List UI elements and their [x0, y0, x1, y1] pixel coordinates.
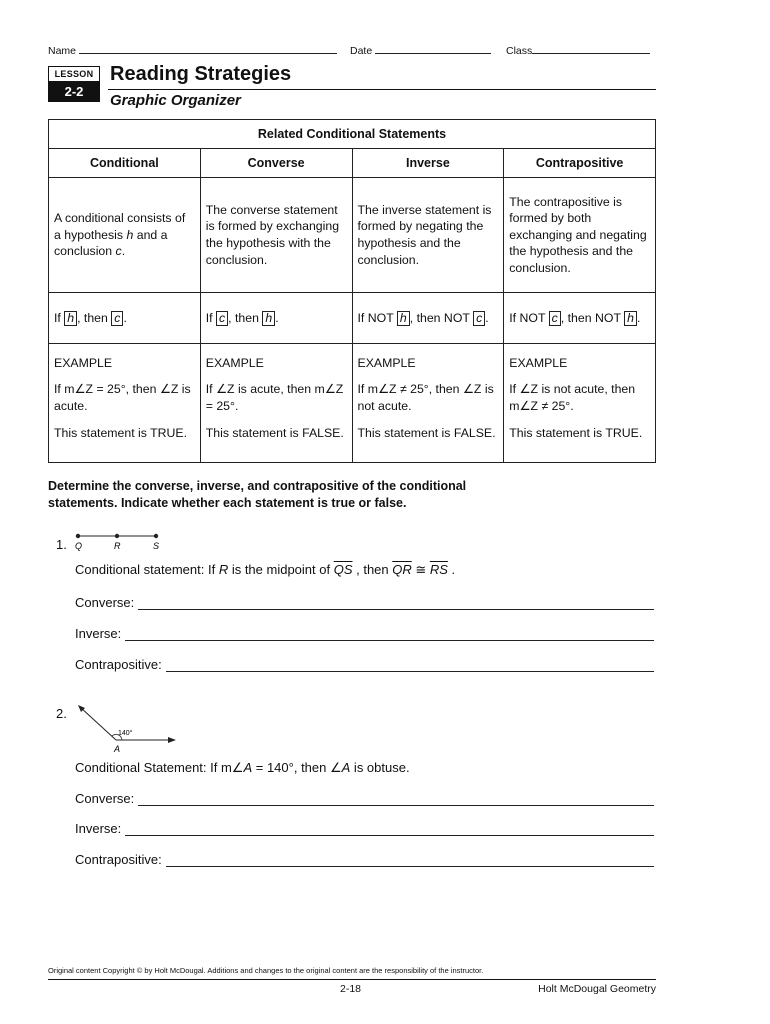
inverse-label: Inverse:	[75, 626, 122, 641]
form-text: If NOT	[509, 310, 549, 325]
example-label: EXAMPLE	[205, 355, 264, 370]
form-contrapositive	[504, 293, 656, 344]
date-blank[interactable]	[375, 43, 491, 54]
form-text: , then NOT	[560, 310, 625, 325]
box-c: c	[216, 311, 228, 326]
var-c: c	[115, 244, 122, 259]
var-r: R	[218, 562, 229, 577]
point-r	[115, 534, 119, 538]
answer-line[interactable]	[125, 823, 654, 836]
name-field[interactable]	[48, 43, 337, 57]
form-text: , then	[228, 310, 263, 325]
col-header-contrapositive: Contrapositive	[504, 149, 656, 178]
form-text: If	[205, 310, 216, 325]
stmt-text: Conditional statement: If	[75, 562, 219, 577]
col-header-inverse: Inverse	[352, 149, 504, 178]
example-statement: If ∠Z is not acute, then m∠Z ≠ 25°.	[509, 382, 636, 413]
answer-line[interactable]	[125, 628, 654, 641]
box-c: c	[473, 311, 485, 326]
form-text: , then NOT	[409, 310, 474, 325]
box-c: c	[549, 311, 561, 326]
col-header-converse: Converse	[200, 149, 352, 178]
example-statement: If ∠Z is acute, then m∠Z = 25°.	[205, 382, 344, 413]
segment-qr: $\overline{QR}$	[392, 562, 412, 577]
footer-divider	[48, 979, 656, 980]
form-text: .	[275, 310, 279, 325]
segment-qrs-figure	[72, 531, 168, 553]
form-text: .	[485, 310, 489, 325]
example-statement: If m∠Z ≠ 25°, then ∠Z is not acute.	[357, 382, 494, 413]
example-truth: This statement is TRUE.	[509, 425, 643, 440]
box-h: h	[262, 311, 275, 326]
example-conditional	[49, 344, 201, 463]
problem-2-statement	[75, 760, 410, 776]
var-a: A	[341, 760, 351, 775]
angle-a-figure	[72, 700, 184, 758]
example-truth: This statement is FALSE.	[205, 425, 344, 440]
instructions: Determine the converse, inverse, and contrapositive of the conditional statements. Indicate whether each statement is true or false.	[48, 479, 467, 510]
desc-inverse: The inverse statement is formed by negating the hypothesis and the conclusion.	[352, 178, 504, 293]
contrapositive-label: Contrapositive:	[75, 657, 162, 672]
desc-text: A conditional consists of a hypothesis	[54, 211, 186, 242]
desc-text: .	[121, 244, 126, 259]
contrapositive-label: Contrapositive:	[75, 852, 162, 867]
answer-line[interactable]	[166, 659, 654, 672]
form-text: If	[54, 310, 65, 325]
col-header-conditional: Conditional	[49, 149, 201, 178]
var-a: A	[243, 760, 253, 775]
example-label: EXAMPLE	[357, 355, 416, 370]
arrowhead-icon	[168, 737, 176, 743]
p2-inverse-answer[interactable]	[75, 821, 654, 836]
p2-converse-answer[interactable]	[75, 791, 654, 806]
form-text: If NOT	[357, 310, 397, 325]
box-h: h	[624, 311, 637, 326]
lesson-badge	[48, 66, 100, 102]
example-inverse	[352, 344, 504, 463]
problem-2-number: 2.	[56, 706, 67, 721]
form-text: .	[123, 310, 127, 325]
desc-conditional	[49, 178, 201, 293]
page-number: 2-18	[340, 983, 362, 995]
inverse-label: Inverse:	[75, 821, 122, 836]
label-r: R	[114, 541, 121, 551]
example-truth: This statement is FALSE.	[357, 425, 496, 440]
title-divider	[108, 89, 656, 90]
page-subtitle: Graphic Organizer	[110, 92, 241, 109]
problem-1-statement	[75, 562, 455, 578]
example-contrapositive	[504, 344, 656, 463]
vertex-label: A	[114, 744, 121, 754]
stmt-text: = 140°, then ∠	[252, 760, 342, 775]
class-label: Class	[506, 45, 533, 57]
p1-contrapositive-answer[interactable]	[75, 657, 654, 672]
form-text: , then	[77, 310, 112, 325]
converse-label: Converse:	[75, 595, 135, 610]
segment-qs: $\overline{QS}$	[333, 562, 353, 577]
answer-line[interactable]	[138, 793, 654, 806]
date-label: Date	[350, 45, 373, 57]
box-h: h	[397, 311, 410, 326]
example-label: EXAMPLE	[54, 355, 113, 370]
stmt-text: Conditional Statement: If m∠	[75, 760, 244, 775]
form-text: .	[637, 310, 641, 325]
example-label: EXAMPLE	[509, 355, 568, 370]
desc-contrapositive: The contrapositive is formed by both exchanging and negating the hypothesis and the conclusion.	[504, 178, 656, 293]
copyright-notice: Original content Copyright © by Holt McDougal. Additions and changes to the original content are the responsibility of the instructor.	[48, 966, 484, 975]
book-title: Holt McDougal Geometry	[538, 983, 656, 995]
form-converse	[200, 293, 352, 344]
box-c: c	[111, 311, 123, 326]
label-s: S	[153, 541, 160, 551]
problem-1-number: 1.	[56, 537, 67, 552]
p2-contrapositive-answer[interactable]	[75, 852, 654, 867]
p1-inverse-answer[interactable]	[75, 626, 654, 641]
stmt-text: .	[447, 562, 456, 577]
congruent-sign: ≅	[411, 562, 430, 577]
form-conditional	[49, 293, 201, 344]
answer-line[interactable]	[138, 597, 654, 610]
answer-line[interactable]	[166, 854, 654, 867]
var-h: h	[126, 227, 134, 242]
angle-measure-label: 140°	[118, 730, 133, 737]
segment-rs: $\overline{RS}$	[429, 562, 448, 577]
p1-converse-answer[interactable]	[75, 595, 654, 610]
organizer-table	[48, 119, 656, 463]
example-converse	[200, 344, 352, 463]
stmt-text: is the midpoint of	[228, 562, 334, 577]
desc-text: and a conclusion	[54, 227, 168, 259]
name-blank[interactable]	[79, 43, 337, 54]
form-inverse	[352, 293, 504, 344]
organizer-title: Related Conditional Statements	[49, 120, 656, 149]
class-field[interactable]	[506, 43, 650, 57]
class-blank[interactable]	[532, 43, 650, 54]
example-statement: If m∠Z = 25°, then ∠Z is acute.	[54, 382, 191, 413]
label-q: Q	[75, 541, 83, 551]
example-truth: This statement is TRUE.	[54, 425, 188, 440]
lesson-number: 2-2	[48, 82, 100, 102]
point-s	[154, 534, 158, 538]
name-label: Name	[48, 45, 77, 57]
box-h: h	[64, 311, 77, 326]
date-field[interactable]	[350, 43, 491, 57]
desc-converse: The converse statement is formed by exchanging the hypothesis with the conclusion.	[200, 178, 352, 293]
angle-ray-1	[80, 707, 116, 740]
page-title: Reading Strategies	[110, 63, 292, 85]
stmt-text: , then	[352, 562, 393, 577]
point-q	[76, 534, 80, 538]
lesson-word: LESSON	[48, 66, 100, 82]
converse-label: Converse:	[75, 791, 135, 806]
stmt-text: is obtuse.	[350, 760, 410, 775]
